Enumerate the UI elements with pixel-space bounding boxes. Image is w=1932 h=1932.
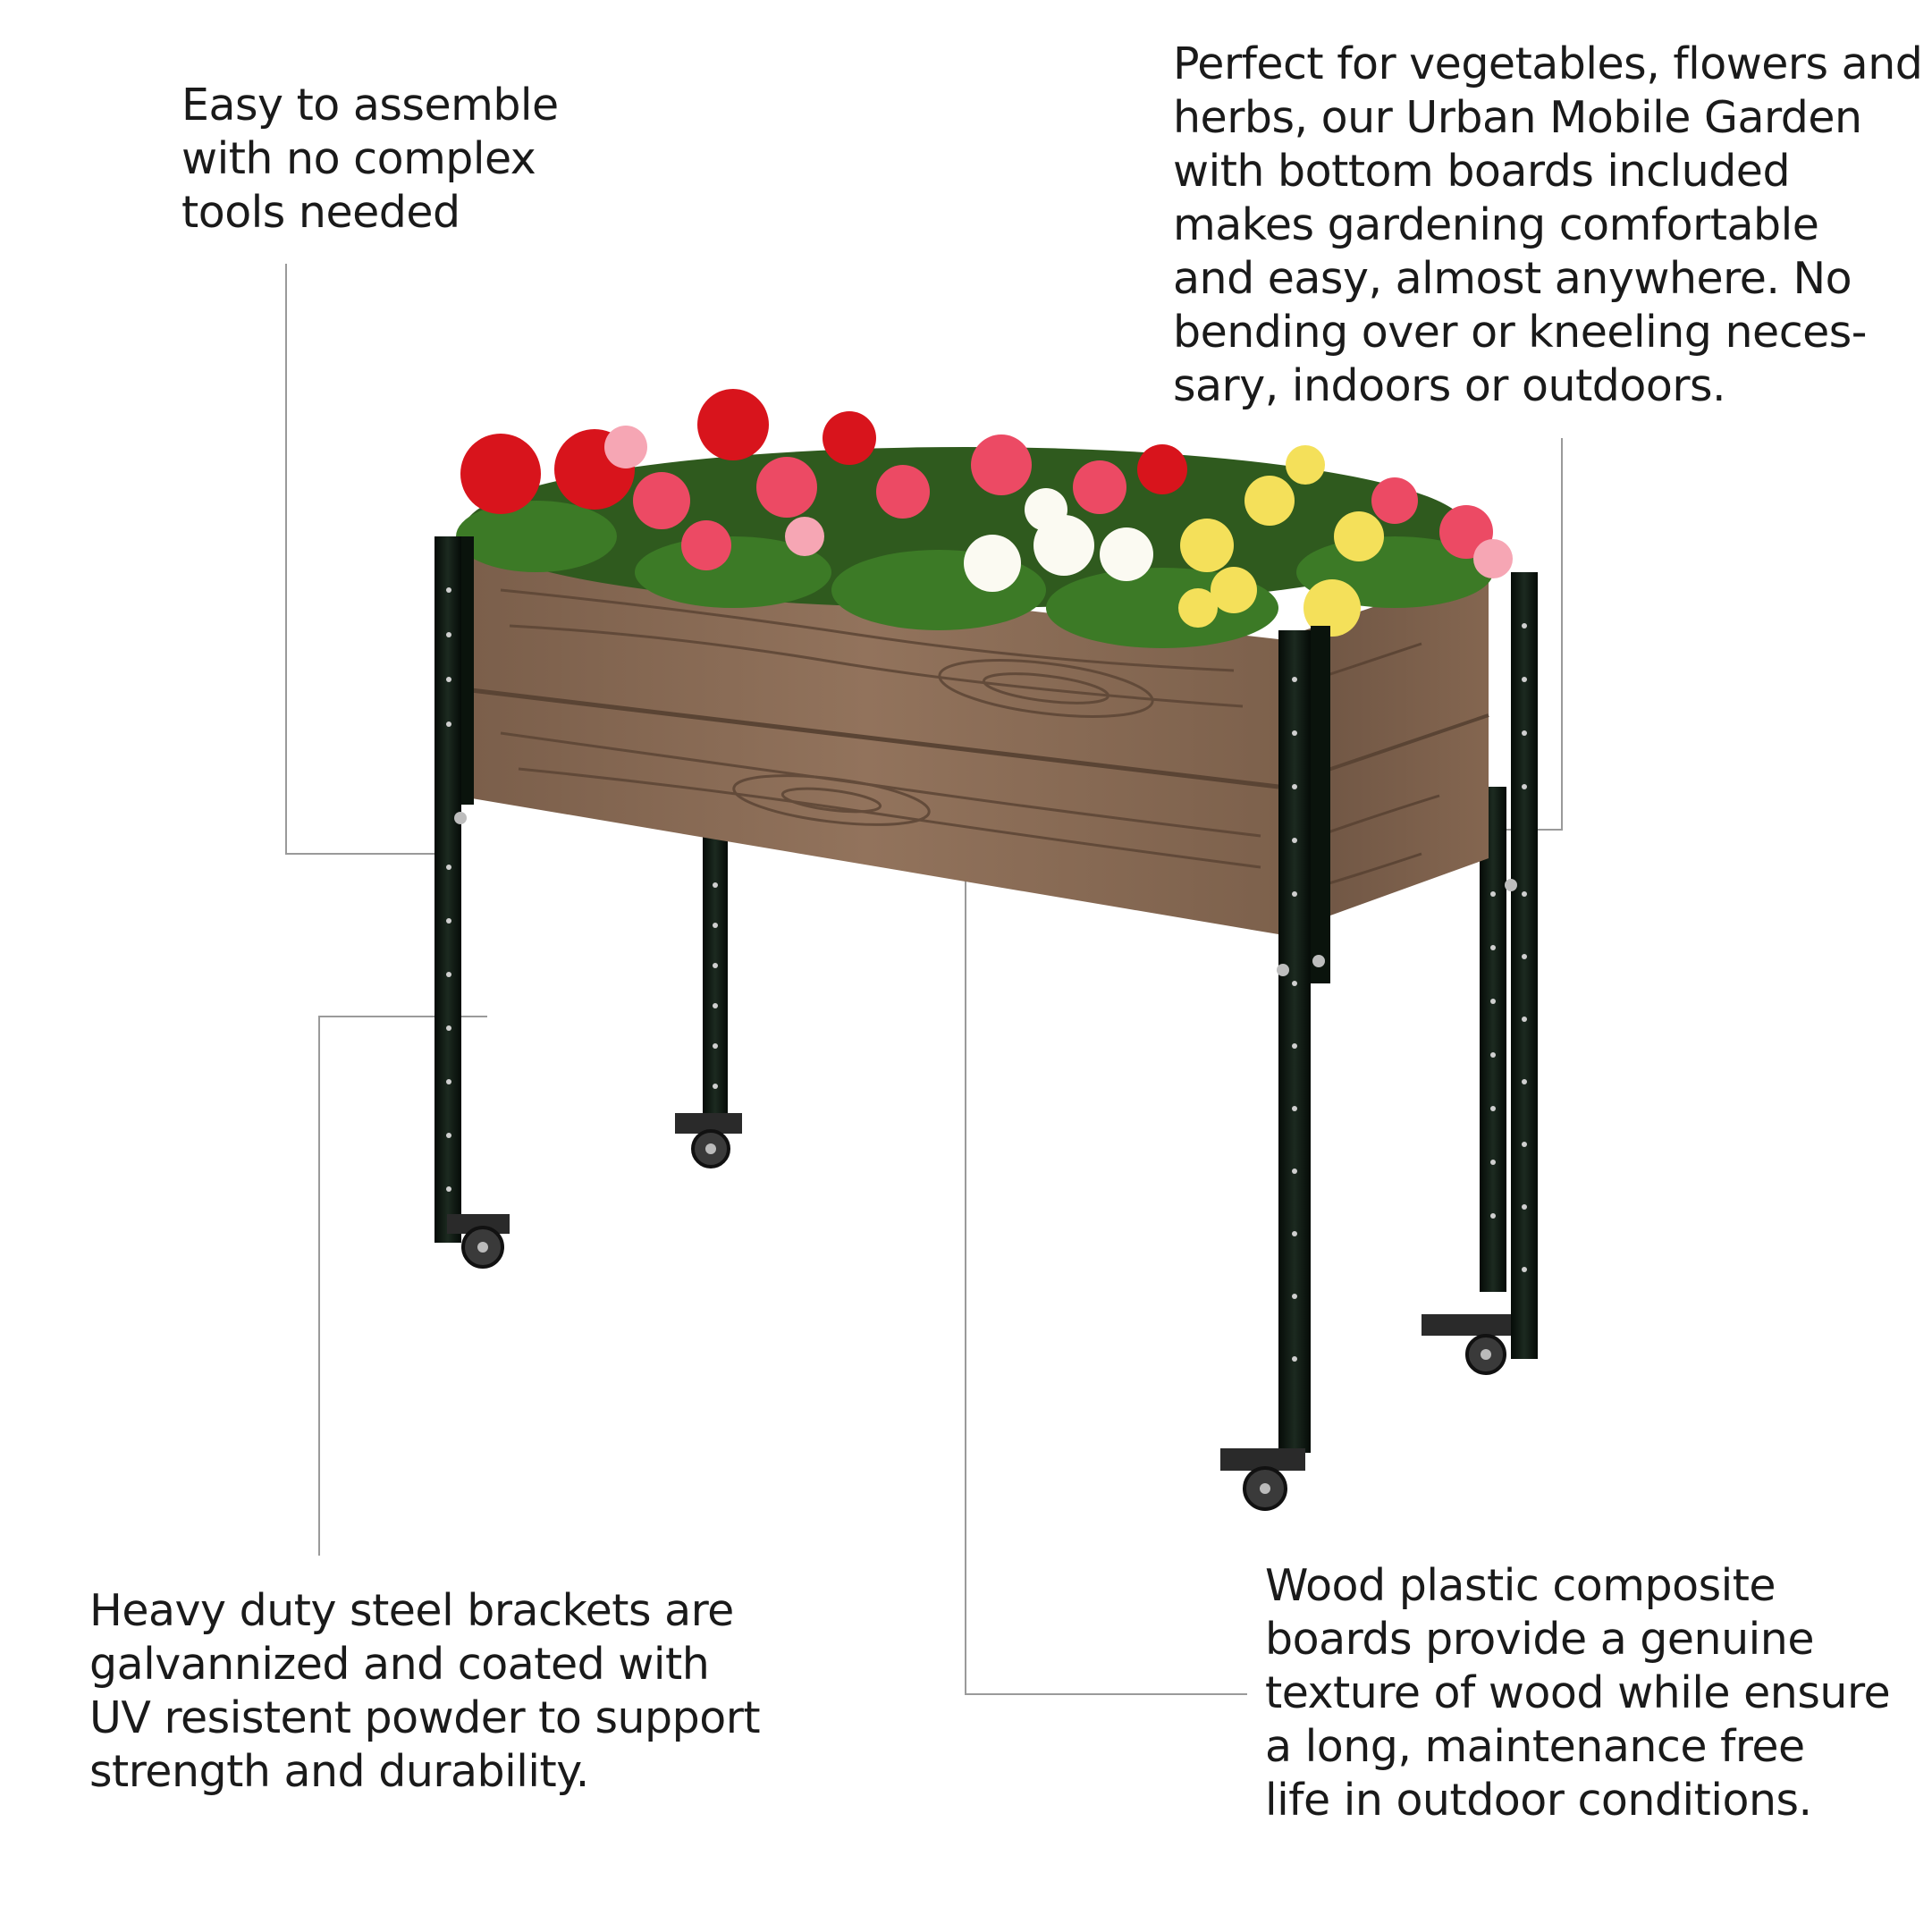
callout-line: with no complex	[181, 133, 536, 184]
callout-line: with bottom boards included	[1173, 146, 1791, 197]
callout-line: makes gardening comfortable	[1173, 199, 1819, 250]
callout-line: boards provide a genuine	[1265, 1614, 1814, 1665]
leader-line-boards	[966, 836, 1247, 1694]
leader-line-brackets	[319, 1017, 487, 1556]
callout-line: and easy, almost anywhere. No	[1173, 253, 1852, 304]
callout-line: Wood plastic composite	[1265, 1560, 1776, 1611]
callout-boards	[1265, 1559, 1890, 1827]
callout-brackets	[89, 1584, 760, 1799]
callout-line: life in outdoor conditions.	[1265, 1775, 1812, 1826]
callout-assembly	[181, 79, 559, 240]
caster-back-right	[1422, 1314, 1511, 1373]
callout-line: texture of wood while ensure	[1265, 1667, 1891, 1718]
callout-line: strength and durability.	[89, 1746, 589, 1797]
leader-line-assembly	[286, 264, 451, 854]
callout-line: galvannized and coated with	[89, 1639, 710, 1690]
callout-line: sary, indoors or outdoors.	[1173, 360, 1726, 411]
callout-line: Perfect for vegetables, flowers and	[1173, 38, 1923, 89]
callout-line: bending over or kneeling neces-	[1173, 307, 1867, 358]
callout-line: a long, maintenance free	[1265, 1721, 1805, 1772]
caster-front-right	[1220, 1448, 1305, 1509]
callout-line: Heavy duty steel brackets are	[89, 1585, 734, 1636]
caster-back-left	[675, 1113, 742, 1167]
callout-line: tools needed	[181, 187, 460, 238]
callout-usage	[1173, 38, 1922, 413]
callout-line: Easy to assemble	[181, 80, 559, 131]
callout-line: UV resistent powder to support	[89, 1692, 761, 1743]
callout-line: herbs, our Urban Mobile Garden	[1173, 92, 1862, 143]
